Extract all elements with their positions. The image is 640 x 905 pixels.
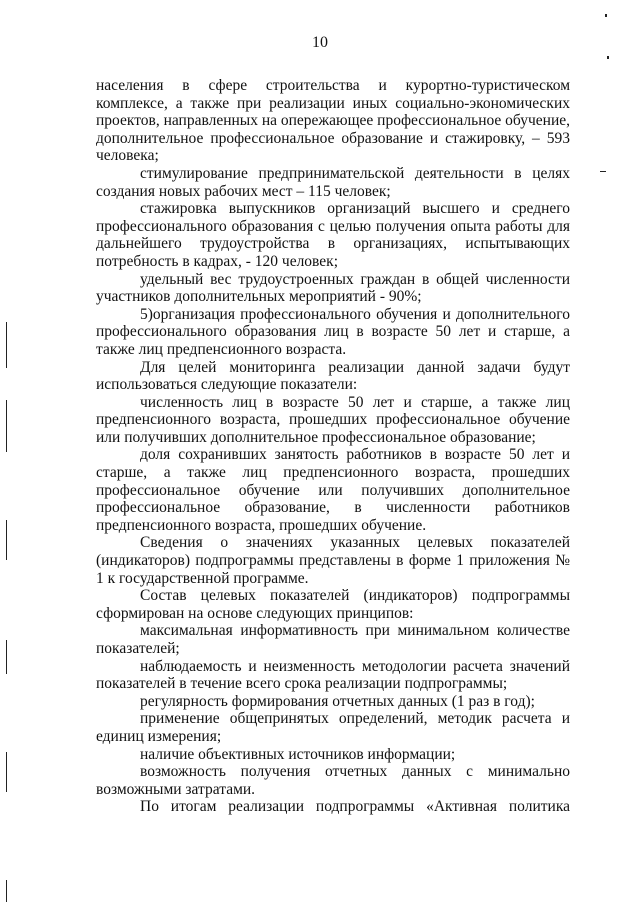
paragraph: Для целей мониторинга реализации данной задачи будут использоваться следующие показатели: [96, 358, 570, 394]
scan-margin-line [6, 322, 7, 368]
scan-speck [607, 56, 609, 59]
paragraph: По итогам реализации подпрограммы «Активная политика [140, 798, 570, 816]
paragraph: доля сохранивших занятость работников в возрасте 50 лет и старше, а также лиц предпенсионного возраста, прошедших профессиональное обучение или получивших дополнительное профессиональное образование, в численности работников предпенсионного возраста, прошедших обучение. [96, 446, 570, 534]
scan-margin-line [6, 880, 7, 902]
scan-margin-line [6, 520, 7, 560]
paragraph: наблюдаемость и неизменность методологии расчета значений показателей в течение всего срока реализации подпрограммы; [96, 657, 570, 693]
paragraph: удельный вес трудоустроенных граждан в общей численности участников дополнительных мероприятий - 90%; [96, 270, 570, 306]
scan-margin-line [6, 400, 7, 452]
paragraph: наличие объективных источников информации; [140, 745, 456, 763]
paragraph: Состав целевых показателей (индикаторов) подпрограммы сформирован на основе следующих принципов: [96, 587, 570, 622]
scan-margin-line [6, 640, 7, 674]
paragraph: возможность получения отчетных данных с минимально возможными затратами. [96, 763, 570, 798]
paragraph: максимальная информативность при минимальном количестве показателей; [96, 622, 570, 657]
paragraph: Сведения о значениях указанных целевых показателей (индикаторов) подпрограммы представлены в форме 1 приложения № 1 к государственной программе. [96, 534, 570, 587]
paragraph: регулярность формирования отчетных данных (1 раз в год); [140, 692, 535, 710]
paragraph: стимулирование предпринимательской деятельности в целях создания новых рабочих мест – 115 человек; [96, 164, 570, 200]
scan-margin-line [6, 752, 7, 792]
paragraph: применение общепринятых определений, методик расчета и единиц измерения; [96, 710, 570, 745]
page-number: 10 [312, 34, 328, 51]
paragraph: стажировка выпускников организаций высшего и среднего профессионального образования с целью получения опыта работы для дальнейшего трудоустройства в организациях, испытывающих потребность в кадрах, - 120 человек; [96, 200, 570, 270]
document-body [96, 77, 570, 816]
paragraph: 5)организация профессионального обучения и дополнительного профессионального образования лиц в возрасте 50 лет и старше, а также лиц предпенсионного возраста. [96, 305, 570, 358]
paragraph: численность лиц в возрасте 50 лет и старше, а также лиц предпенсионного возраста, прошедших профессиональное обучение или получивших дополнительное профессиональное образование; [96, 393, 570, 446]
paragraph: населения в сфере строительства и курортно-туристическом комплексе, а также при реализации иных социально-экономических проектов, направленных на опережающее профессиональное обучение, дополнительное профессиональное образование и стажировку, – 593 человека; [96, 77, 570, 165]
scan-speck [600, 171, 606, 172]
scan-speck [605, 14, 607, 17]
